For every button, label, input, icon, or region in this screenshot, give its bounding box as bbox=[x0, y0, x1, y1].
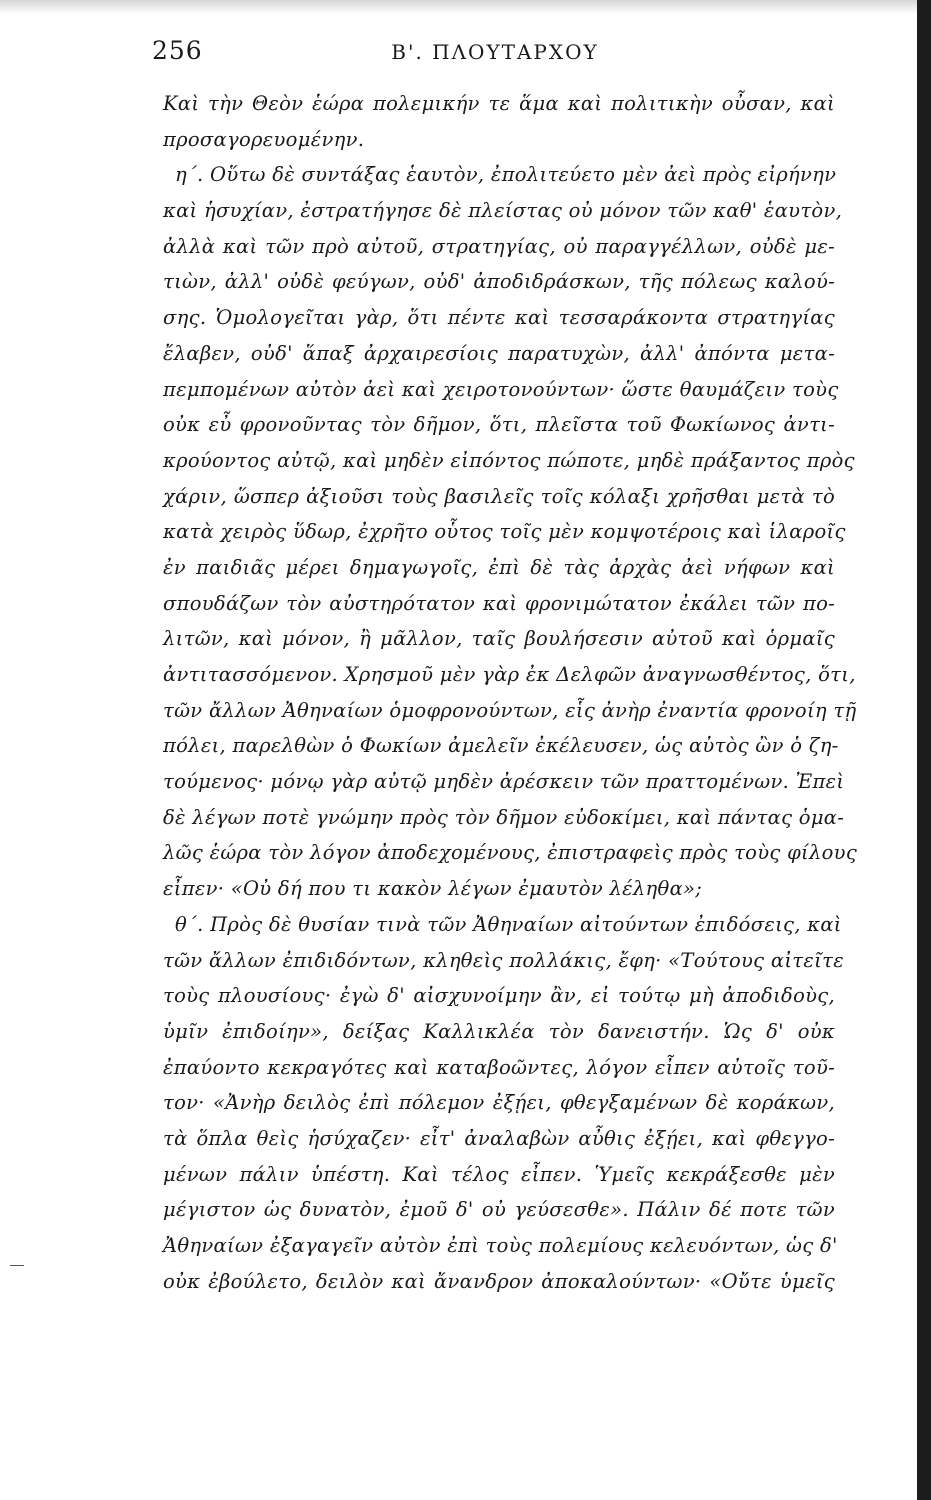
body-text bbox=[163, 86, 858, 1299]
text-line: Ἀθηναίων ἐξαγαγεῖν αὐτὸν ἐπὶ τοὺς πολεμίους κελευόντων, ὡς δ' bbox=[163, 1234, 838, 1257]
section-start-line: η΄. Οὕτω δὲ συντάξας ἑαυτὸν, ἐπολιτεύετο μὲν ἀεὶ πρὸς εἰρήνην bbox=[175, 163, 837, 187]
text-line: δὲ λέγων ποτὲ γνώμην πρὸς τὸν δῆμον εὐδοκίμει, καὶ πάντας ὁμα- bbox=[163, 805, 845, 829]
text-line: σης. Ὁμολογεῖται γὰρ, ὅτι πέντε καὶ τεσσαράκοντα στρατηγίας bbox=[163, 306, 835, 330]
text-line: καὶ ἡσυχίαν, ἐστρατήγησε δὲ πλείστας οὐ μόνον τῶν καθ' ἑαυτὸν, bbox=[163, 199, 843, 223]
text-line: κατὰ χειρὸς ὕδωρ, ἐχρῆτο οὗτος τοῖς μὲν κομψοτέροις καὶ ἱλαροῖς bbox=[163, 520, 846, 544]
running-title: Β'. ΠΛΟΥΤΑΡΧΟΥ bbox=[391, 40, 599, 64]
text-line: τον· «Ἀνὴρ δειλὸς ἐπὶ πόλεμον ἐξῄει, φθεγξαμένων δὲ κοράκων, bbox=[163, 1091, 835, 1115]
text-line: ἐπαύοντο κεκραγότες καὶ καταβοῶντες, λόγον εἶπεν αὐτοῖς τοῦ- bbox=[163, 1055, 835, 1079]
section-start-line: θ΄. Πρὸς δὲ θυσίαν τινὰ τῶν Ἀθηναίων αἰτούντων ἐπιδόσεις, καὶ bbox=[175, 912, 842, 936]
text-line: πεμπομένων αὐτὸν ἀεὶ καὶ χειροτονούντων· ὥστε θαυμάζειν τοὺς bbox=[163, 377, 839, 401]
text-line: οὐκ ἐβούλετο, δειλὸν καὶ ἄνανδρον ἀποκαλούντων· «Οὔτε ὑμεῖς bbox=[163, 1269, 835, 1293]
page-number: 256 bbox=[152, 36, 203, 65]
text-line: εἶπεν· «Οὐ δή που τι κακὸν λέγων ἐμαυτὸν λέληθα»; bbox=[163, 877, 703, 901]
text-line: ἔλαβεν, οὐδ' ἅπαξ ἀρχαιρεσίοις παρατυχὼν, ἀλλ' ἀπόντα μετα- bbox=[163, 341, 835, 365]
text-line: τῶν ἄλλων ἐπιδιδόντων, κληθεὶς πολλάκις, ἔφη· «Τούτους αἰτεῖτε bbox=[163, 948, 844, 972]
text-line: Καὶ τὴν Θεὸν ἑώρα πολεμικήν τε ἅμα καὶ πολιτικὴν οὖσαν, καὶ bbox=[163, 92, 835, 115]
text-line: οὐκ εὖ φρονοῦντας τὸν δῆμον, ὅτι, πλεῖστα τοῦ Φωκίωνος ἀντι- bbox=[163, 413, 835, 437]
text-line: τούμενος· μόνῳ γὰρ αὐτῷ μηδὲν ἀρέσκειν τῶν πραττομένων. Ἐπεὶ bbox=[163, 770, 845, 794]
text-line: τιὼν, ἀλλ' οὐδὲ φεύγων, οὐδ' ἀποδιδράσκων, τῆς πόλεως καλού- bbox=[163, 270, 835, 294]
text-line: τοὺς πλουσίους· ἐγὼ δ' αἰσχυνοίμην ἂν, εἰ τούτῳ μὴ ἀποδιδοὺς, bbox=[163, 984, 835, 1008]
text-line: σπουδάζων τὸν αὐστηρότατον καὶ φρονιμώτατον ἐκάλει τῶν πο- bbox=[163, 591, 835, 615]
text-line: μέγιστον ὡς δυνατὸν, ἐμοῦ δ' οὐ γεύσεσθε». Πάλιν δέ ποτε τῶν bbox=[163, 1198, 835, 1222]
page-header bbox=[150, 36, 840, 76]
text-line: μένων πάλιν ὑπέστη. Καὶ τέλος εἶπεν. Ὑμεῖς κεκράξεσθε μὲν bbox=[163, 1162, 835, 1186]
text-line: τῶν ἄλλων Ἀθηναίων ὁμοφρονούντων, εἷς ἀνὴρ ἐναντία φρονοίη τῇ bbox=[163, 698, 857, 722]
text-line: τὰ ὅπλα θεὶς ἡσύχαζεν· εἶτ' ἀναλαβὼν αὖθις ἐξῄει, καὶ φθεγγο- bbox=[163, 1126, 835, 1150]
text-line: ὑμῖν ἐπιδοίην», δείξας Καλλικλέα τὸν δανειστήν. Ὡς δ' οὐκ bbox=[163, 1019, 835, 1043]
text-line: πόλει, παρελθὼν ὁ Φωκίων ἀμελεῖν ἐκέλευσεν, ὡς αὐτὸς ὢν ὁ ζη- bbox=[163, 734, 839, 758]
text-line: λιτῶν, καὶ μόνον, ἢ μᾶλλον, ταῖς βουλήσεσιν αὐτοῦ καὶ ὁρμαῖς bbox=[163, 627, 835, 651]
text-line: προσαγορευομένην. bbox=[163, 127, 365, 151]
text-line: λῶς ἑώρα τὸν λόγον ἀποδεχομένους, ἐπιστραφεὶς πρὸς τοὺς φίλους bbox=[163, 841, 858, 865]
text-line: ἀντιτασσόμενον. Χρησμοῦ μὲν γὰρ ἐκ Δελφῶν ἀναγνωσθέντος, ὅτι, bbox=[163, 663, 856, 686]
margin-mark bbox=[10, 1265, 24, 1266]
text-line: χάριν, ὥσπερ ἀξιοῦσι τοὺς βασιλεῖς τοῖς κόλαξι χρῆσθαι μετὰ τὸ bbox=[163, 484, 835, 508]
text-line: κρούοντος αὐτῷ, καὶ μηδὲν εἰπόντος πώποτε, μηδὲ πράξαντος πρὸς bbox=[163, 448, 855, 472]
text-line: ἀλλὰ καὶ τῶν πρὸ αὐτοῦ, στρατηγίας, οὐ παραγγέλλων, οὐδὲ με- bbox=[163, 234, 835, 258]
text-line: ἐν παιδιᾶς μέρει δημαγωγοῖς, ἐπὶ δὲ τὰς ἀρχὰς ἀεὶ νήφων καὶ bbox=[163, 555, 835, 579]
